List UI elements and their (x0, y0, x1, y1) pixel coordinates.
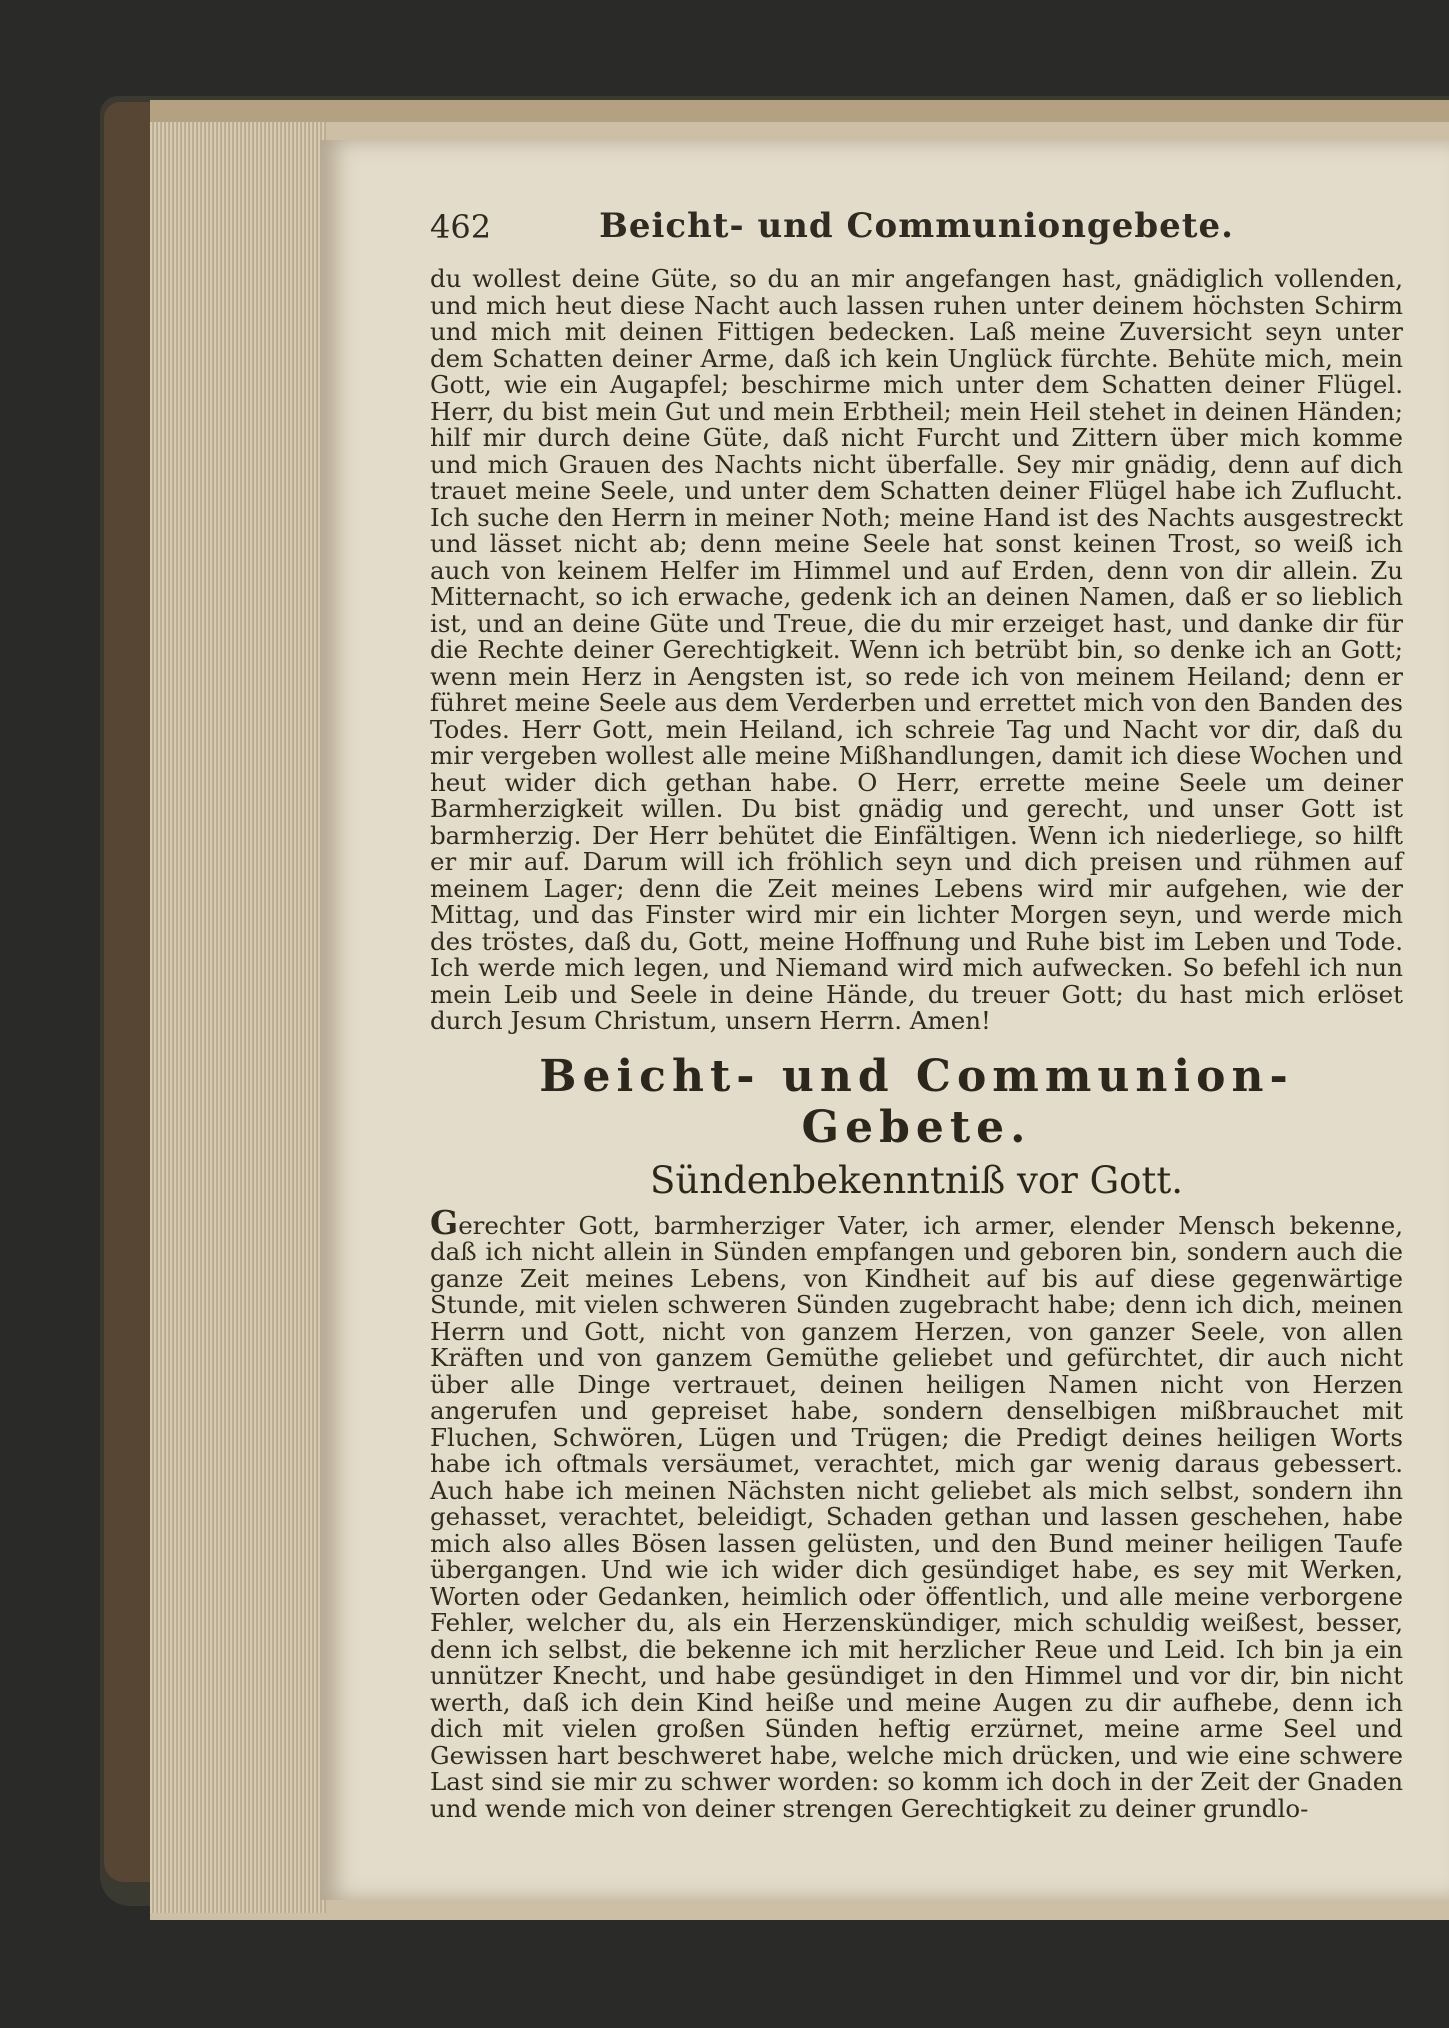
running-head (430, 198, 1403, 258)
page-number: 462 (430, 208, 492, 246)
prayer-paragraph: du wollest deine Güte, so du an mir angefangen hast, gnädiglich vollenden, und mich heut diese Nacht auch lassen ruhen unter deinem höchsten Schirm und mich mit deinen Fittigen bedecken. Laß meine Zuversicht seyn unter dem Schatten deiner Arme, daß ich kein Unglück fürchte. Behüte mich, mein Gott, wie ein Augapfel; beschirme mich unter dem Schatten deiner Flügel. Herr, du bist mein Gut und mein Erbtheil; mein Heil stehet in deinen Händen; hilf mir durch deine Güte, daß nicht Furcht und Zittern über mich komme und mich Grauen des Nachts nicht überfalle. Sey mir gnädig, denn auf dich trauet meine Seele, und unter dem Schatten deiner Flügel habe ich Zuflucht. Ich suche den Herrn in meiner Noth; meine Hand ist des Nachts ausgestreckt und lässet nicht ab; denn meine Seele hat sonst keinen Trost, so weiß ich auch von keinem Helfer im Himmel und auf Erden, denn von dir allein. Zu Mitternacht, so ich erwache, gedenk ich an deinen Namen, daß er so lieblich ist, und an deine Güte und Treue, die du mir erzeiget hast, und danke dir für die Rechte deiner Gerechtigkeit. Wenn ich betrübt bin, so denke ich an Gott; wenn mein Herz in Aengsten ist, so rede ich von meinem Heiland; denn er führet meine Seele aus dem Verderben und errettet mich von den Banden des Todes. Herr Gott, mein Heiland, ich schreie Tag und Nacht vor dir, daß du mir vergeben wollest alle meine Mißhandlungen, damit ich diese Wochen und heut wider dich gethan habe. O Herr, errette meine Seele um deiner Barmherzigkeit willen. Du bist gnädig und gerecht, und unser Gott ist barmherzig. Der Herr behütet die Einfältigen. Wenn ich niederliege, so hilft er mir auf. Darum will ich fröhlich seyn und dich preisen und rühmen auf meinem Lager; denn die Zeit meines Lebens wird mir aufgehen, wie der Mittag, und das Finster wird mir ein lichter Morgen seyn, und werde mich des tröstes, daß du, Gott, meine Hoffnung und Ruhe bist im Leben und Tode. Ich werde mich legen, und Niemand wird mich aufwecken. So befehl ich nun mein Leib und Seele in deine Hände, du treuer Gott; du hast mich erlöset durch Jesum Christum, unsern Herrn. Amen! (430, 264, 1403, 1035)
page-edges (150, 118, 326, 1913)
book-page (320, 140, 1449, 1900)
top-page-edges (150, 100, 1449, 122)
confession-text (430, 1202, 1403, 1823)
confession-body: erechter Gott, barmherziger Vater, ich armer, elender Mensch bekenne, daß ich nicht allein in Sünden empfangen und geboren bin, sondern auch die ganze Zeit meines Lebens, von Kindheit auf bis auf diese gegenwärtige Stunde, mit vielen schweren Sünden zugebracht habe; denn ich dich, meinen Herrn und Gott, nicht von ganzem Herzen, von ganzer Seele, von allen Kräften und von ganzem Gemüthe geliebet und gefürchtet, dir auch nicht über alle Dinge vertrauet, deinen heiligen Namen nicht von Herzen angerufen und gepreiset habe, sondern denselbigen mißbrauchet mit Fluchen, Schwören, Lügen und Trügen; die Predigt deines heiligen Worts habe ich oftmals versäumet, verachtet, mich gar wenig daraus gebessert. Auch habe ich meinen Nächsten nicht geliebet als mich selbst, sondern ihn gehasset, verachtet, beleidigt, Schaden gethan und lassen geschehen, habe mich also alles Bösen lassen gelüsten, und den Bund meiner heiligen Taufe übergangen. Und wie ich wider dich gesündiget habe, es sey mit Werken, Worten oder Gedanken, heimlich oder öffentlich, und alle meine verborgene Fehler, welcher du, als ein Herzenskündiger, mich schuldig weißest, besser, denn ich selbst, die bekenne ich mit herzlicher Reue und Leid. Ich bin ja ein unnützer Knecht, und habe gesündiget in den Himmel und vor dir, bin nicht werth, daß ich dein Kind heiße und meine Augen zu dir aufhebe, denn ich dich mit vielen großen Sünden heftig erzürnet, meine arme Seel und Gewissen hart beschweret habe, welche mich drücken, und wie eine schwere Last sind sie mir zu schwer worden: so komm ich doch in der Zeit der Gnaden und wende mich von deiner strengen Gerechtigkeit zu deiner grundlo- (430, 1210, 1403, 1823)
drop-cap: G (430, 1202, 459, 1242)
page-content (430, 198, 1403, 1822)
prayer-text-continued (430, 266, 1403, 1035)
confession-paragraph (430, 1202, 1403, 1823)
section-title: Beicht- und Communion-Gebete. (539, 1050, 1294, 1153)
running-title: Beicht- und Communiongebete. (599, 206, 1234, 246)
section-subtitle: Sündenbekenntniß vor Gott. (650, 1158, 1183, 1202)
